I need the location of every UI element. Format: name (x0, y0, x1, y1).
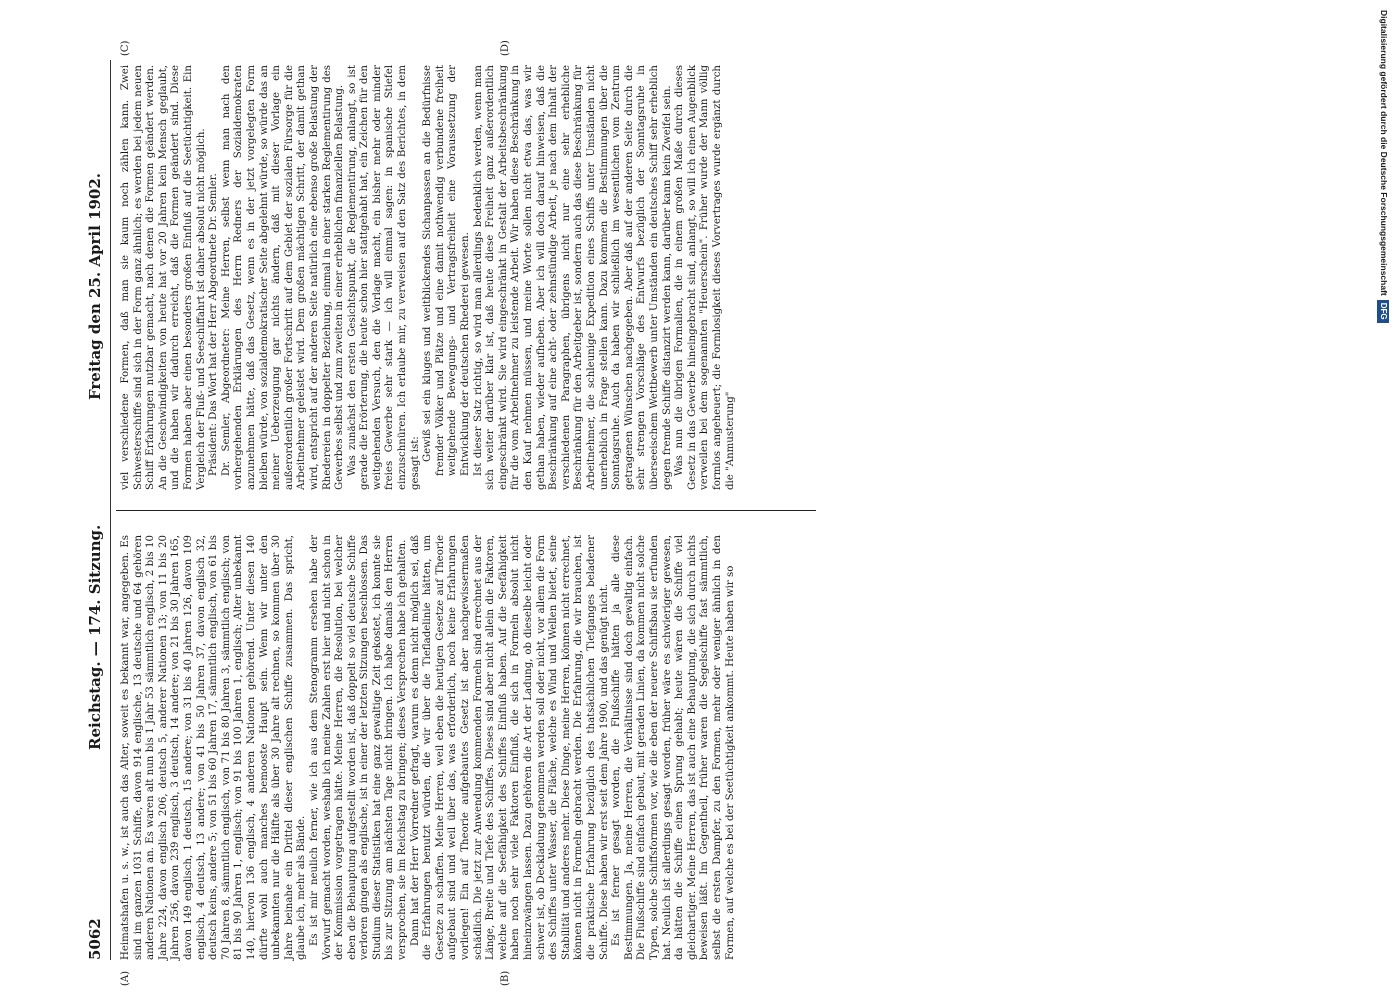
paragraph: Präsident: Das Wort hat der Herr Abgeordnete Dr. Semler. (208, 173, 220, 476)
margin-mark-c: (C) (120, 40, 131, 56)
paragraph: Was zunächst den ersten Gesichtspunkt, die Reglementirung, anlangt, so ist gerade die Erörterung, die heute schon hier stattgehabt hat, ein Zeichen für den weitgehenden Versuch, den die Vorlage macht, ein bisher mehr oder minder freies Gewerbe sehr stark — ich will einmal sagen: in spanische Stiefel einzuschnüren. Ich erlaube mir, zu verweisen auf den Satz des Berichtes, in dem gesagt ist: (346, 65, 421, 490)
quotation: Gewiß sei ein kluges und weitblickendes Sichanpassen an die Bedürfnisse fremder Völker und Plätze und eine damit nothwendig verbundene freiheit weitgehende Bewegungs- und Vertragsfreiheit eine Voraussetzung der Entwicklung der deutschen Rhederei gewesen. (422, 65, 472, 476)
paragraph: Heimatshafen u. s. w., ist auch das Alter, soweit es bekannt war, angegeben. Es sind im ganzen 1031 Schiffe, davon 914 englische, 13 deutsche und 64 gehören anderen Nationen an. Es waren alt nun bis 1 Jahr 53 sämmtlich englisch, 2 bis 10 Jahre 224, davon englisch 206, deutsch 5, anderer Nationen 13; von 11 bis 20 Jahren 256, davon 239 englisch, 3 deutsch, 14 andere; von 21 bis 30 Jahren 165, davon 149 englisch, 1 deutsch, 15 andere; von 31 bis 40 Jahren 126, davon 109 englisch, 4 deutsch, 13 andere; von 41 bis 50 Jahren 37, davon englisch 32, deutsch keins, andere 5; von 51 bis 60 Jahren 17, sämmtlich englisch, von 61 bis 70 Jahren 8, sämmtlich englisch, von 71 bis 80 Jahren 3, sämmtlich englisch; von 81 bis 90 Jahren 1, englisch; von 91 bis 100 Jahren 1, englisch; Alter unbekannt 140, hiervon 136 englisch, 4 anderen Nationen gehörend. Unter diesen 140 dürfte wohl auch manches bemooste Haupt sein. Wenn wir unter den unbekannten nur die Hälfte als über 30 Jahre alt rechnen, so kommen über 30 Jahre beinahe ein Drittel dieser englischen Schiffe zusammen. Das spricht, glaube ich, mehr als Bände. (120, 535, 308, 960)
page-header (80, 60, 111, 960)
paragraph: viel verschiedene Formen, daß man sie kaum noch zählen kann. Zwei Schwesterschiffe sind sich in der Form ganz ähnlich; es werden bei jedem neuen Schiff Erfahrungen nutzbar gemacht, nach denen die Formen geändert werden. An die Geschwindigkeiten von heute hat vor 20 Jahren kein Mensch geglaubt, und die haben wir dadurch erreicht, daß die Formen geändert sind. Diese Formen haben aber einen besonders großen Einfluß auf die Seetüchtigkeit. Ein Vergleich der Fluß- und Seeschiffahrt ist daher absolut nicht möglich. (120, 65, 207, 490)
header-date: Freitag den 25. April 1902. (86, 173, 104, 400)
left-text-column (120, 535, 737, 960)
paragraph: Was nun die übrigen Formalien, die in einem großen Maße durch dieses Gesetz in das Gewerbe hineingebracht sind, anlangt, so will ich einen Augenblick verweilen bei dem sogenannten "Heuerschein". Früher wurde der Mann völlig formlos angeheuert; die Formlosigkeit dieses Vorvertrages wurde ergänzt durch die "Anmusterung" (674, 65, 736, 490)
paragraph: Es ist mir neulich ferner, wie ich aus dem Stenogramm ersehen habe der Vorwurf gemacht worden, weshalb ich meine Zahlen erst hier und nicht schon in der Kommission vorgetragen hätte. Meine Herren, die Resolution, bei welcher eben die Behauptung aufgestellt worden ist, daß doppelt so viel deutsche Schiffe verloren gingen als englische, ist in einer der letzten Sitzungen beschlossen. Das Studium dieser Statistiken hat eine ganz gewaltige Zeit gekostet, ich konnte sie bis zur Sitzung am nächsten Tage nicht bringen. Ich habe damals den Herren versprochen, sie im Reichstag zu bringen; dieses Versprechen habe ich gehalten. (308, 535, 409, 960)
rotated-document-page (80, 40, 820, 986)
paragraph: Dr. Semler, Abgeordneter: Meine Herren, selbst wenn man nach den vorhergehenden Erklärungen des Herrn Redners der Sozialdemokraten anzunehmen hätte, daß das Gesetz, wenn es in der jetzt vorgelegten Form bleiben würde, von sozialdemokratischer Seite abgelehnt würde, so würde das an meiner Ueberzeugung gar nichts ändern, daß mit dieser Vorlage ein außerordentlich großer Fortschritt auf dem Gebiet der sozialen Fürsorge für die Arbeitnehmer geleistet wird. Dem großen mächtigen Schritt, der damit gethan wird, entspricht auf der anderen Seite natürlich eine ebenso große Belastung der Rhedereien in doppelter Beziehung, einmal in einer starken Reglementirung des Gewerbes selbst und zum zweiten in einer erheblichen finanziellen Belastung. (220, 65, 346, 490)
funding-attribution (1378, 10, 1394, 990)
paragraph: Es ist ferner gesagt worden, die Flußschiffe hätten ja alle diese Bestimmungen. Ja, meine Herren, die Verhältnisse sind doch gewaltig einfach. Die Flußschiffe sind einfach gebaut, mit geraden Linien, da kommen nicht solche Typen, solche Schiffsformen vor, wie die eben der neuere Schiffsbau sie erfunden hat. Neulich ist allerdings gesagt worden, früher wäre es schwieriger gewesen, da hätten die Schiffe einen Sprung gehabt; heute wären die Schiffe viel gleichartiger. Meine Herren, das ist auch eine Behauptung, die sich durch nichts beweisen läßt. Im Gegentheil, früher waren die Segelschiffe fast sämmtlich, selbst die ersten Dampfer, zu den Formen, mehr oder weniger ähnlich in den Formen, auf welche es bei der Seetüchtigkeit ankommt. Heute haben wir so (611, 535, 736, 960)
right-text-column (120, 65, 737, 490)
page-number: 5062 (86, 918, 104, 960)
margin-mark-b: (B) (500, 970, 511, 986)
margin-mark-d: (D) (500, 40, 511, 56)
column-divider (116, 510, 816, 511)
dfg-logo: DFG (1377, 300, 1389, 323)
header-session-title: Reichstag. — 174. Sitzung. (86, 524, 104, 750)
paragraph: Dann hat der Herr Vorredner gefragt, warum es denn nicht möglich sei, daß die Erfahrungen benutzt würden, die wir über die Tiefladelinie hätten, um Gesetze zu schaffen. Meine Herren, weil eben die heutigen Gesetze auf Theorie aufgebaut sind und weil über das, was erforderlich, noch keine Erfahrungen vorliegen! Ein auf Theorie aufgebautes Gesetz ist aber nachgewissermaßen schädlich. Die jetzt zur Anwendung kommenden Formeln sind errechnet aus der Länge, Breite und Tiefe des Schiffes. Dieses sind aber nicht allein die Faktoren, welche auf die Seefähigkeit des Schiffes Einfluß haben. Auf die Seefähigkeit haben noch sehr viele Faktoren Einfluß, die sich in Formeln absolut nicht hineinzwängen lassen. Dazu gehören die Art der Ladung, ob dieselbe leicht oder schwer ist, ob Deckladung genommen werden soll oder nicht, vor allem die Form des Schiffes unter Wasser, die Fläche, welche es Wind und Wellen bietet, seine Stabilität und anderes mehr. Diese Dinge, meine Herren, können nicht errechnet, können nicht in Formeln gebracht werden. Die Erfahrung, die wir brauchen, ist die praktische Erfahrung bezüglich des thatsächlichen Tiefganges beladener Schiffe. Diese haben wir erst seit dem Jahre 1900, und das genügt nicht. (409, 535, 610, 960)
paragraph: Ist dieser Satz richtig, so wird man allerdings bedenklich werden, wenn man sich weiter darüber klar ist, daß heute diese Freiheit ganz außerordentlich eingeschränkt wird. Sie wird eingeschränkt in Gestalt der Arbeitsbeschränkung für die vom Arbeitnehmer zu leistende Arbeit. Wir haben diese Beschränkung in den Kauf nehmen müssen, und meine Worte sollen nicht etwa das, was wir gethan haben, wieder aufheben. Aber ich will doch darauf hinweisen, daß die Beschränkung auf eine acht- oder zehnstündige Arbeit, je nach dem Inhalt der verschiedenen Paragraphen, übrigens nicht nur eine sehr erhebliche Beschränkung für den Arbeitgeber ist, sondern auch das diese Beschränkung für Arbeitnehmer, die schleunige Expedition eines Schiffs unter Umständen nicht unerheblich in Frage stellen kann. Dazu kommen die Bestimmungen über die Sonntagsruhe. Auch da haben wir schließlich im wesentlichen vom Zentrum getragenen Wünschen nachgegeben. Aber daß auf der anderen Seite durch die sehr strengen Vorschläge des Entwurfs bezüglich der Sonntagsruhe in überseeischem Wettbewerb unter Umständen ein deutsches Schiff sehr erheblich gegen fremde Schiffe distanzirt werden kann, darüber kann kein Zweifel sein. (472, 65, 673, 490)
attribution-text: Digitalisierung gefördert durch die Deutsche Forschungsgemeinschaft (1379, 10, 1389, 296)
margin-mark-a: (A) (120, 970, 131, 986)
